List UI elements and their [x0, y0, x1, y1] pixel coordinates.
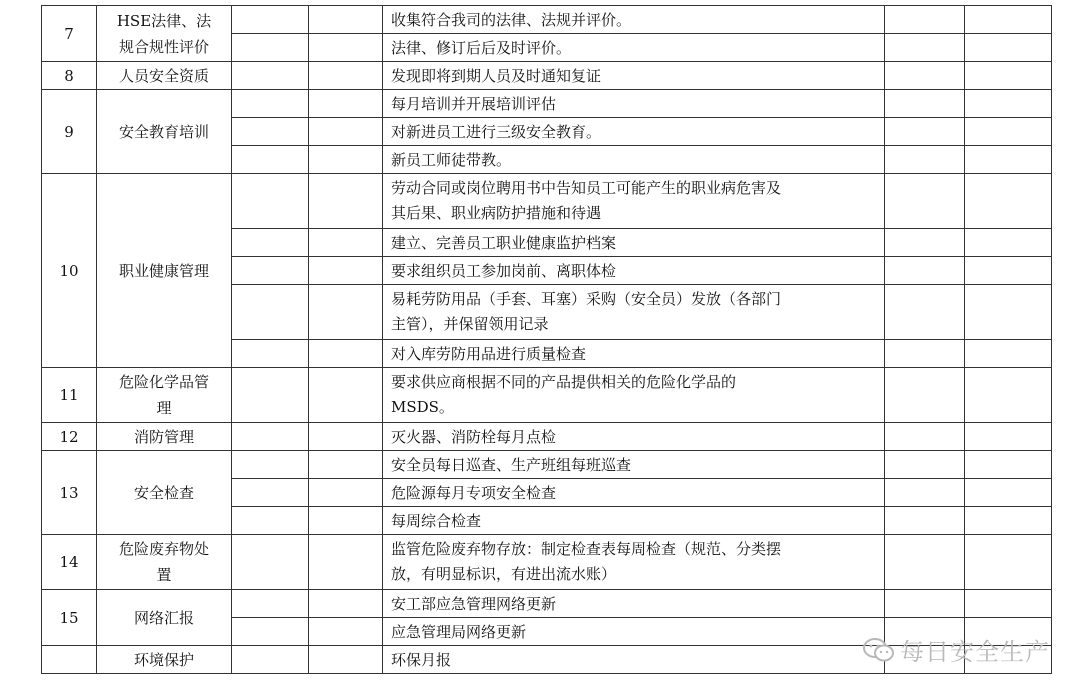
blank-cell-a — [232, 146, 309, 174]
blank-cell-a — [232, 590, 309, 618]
task-content-line: 法律、修订后后及时评价。 — [391, 38, 572, 57]
table-row — [42, 590, 1052, 618]
blank-cell-b — [309, 229, 383, 257]
table-row — [42, 62, 1052, 90]
task-content — [383, 340, 885, 368]
blank-cell-d — [965, 535, 1052, 590]
blank-cell-a — [232, 368, 309, 423]
blank-cell-d — [965, 368, 1052, 423]
blank-cell-c — [885, 423, 965, 451]
item-name-line: 人员安全资质 — [118, 66, 209, 85]
task-content-line: 应急管理局网络更新 — [391, 622, 527, 641]
item-name-line: HSE法律、法 — [116, 11, 212, 30]
item-name — [97, 174, 232, 368]
item-name-line: 危险废弃物处 — [118, 540, 209, 558]
blank-cell-c — [885, 229, 965, 257]
task-content-line: 安全员每日巡查、生产班组每班巡查 — [391, 455, 632, 474]
watermark-text: 每日安全生产 — [900, 638, 1050, 666]
blank-cell-c — [885, 62, 965, 90]
task-content-line: 易耗劳防用品（手套、耳塞）采购（安全员）发放（各部门 — [391, 290, 782, 308]
blank-cell-a — [232, 174, 309, 229]
blank-cell-c — [885, 146, 965, 174]
task-content-line: 对新进员工进行三级安全教育。 — [391, 122, 602, 141]
blank-cell-c — [885, 590, 965, 618]
blank-cell-c — [885, 34, 965, 62]
item-name — [97, 590, 232, 646]
task-content-line: 劳动合同或岗位聘用书中告知员工可能产生的职业病危害及 — [391, 179, 782, 197]
blank-cell-a — [232, 646, 309, 674]
blank-cell-d — [965, 479, 1052, 507]
task-content — [383, 285, 885, 340]
item-name — [97, 368, 232, 423]
blank-cell-b — [309, 590, 383, 618]
blank-cell-a — [232, 62, 309, 90]
blank-cell-d — [965, 507, 1052, 535]
item-name-line: 安全检查 — [133, 483, 194, 502]
blank-cell-a — [232, 285, 309, 340]
safety-task-table — [41, 5, 1052, 674]
row-number: 9 — [42, 90, 97, 174]
blank-cell-a — [232, 451, 309, 479]
wechat-icon — [862, 637, 896, 663]
blank-cell-b — [309, 6, 383, 34]
row-number: 7 — [42, 6, 97, 62]
item-name-line: 危险化学品管 — [118, 373, 209, 391]
blank-cell-b — [309, 618, 383, 646]
blank-cell-c — [885, 340, 965, 368]
task-content — [383, 590, 885, 618]
task-content-line: 要求供应商根据不同的产品提供相关的危险化学品的 — [391, 373, 737, 391]
item-name — [97, 451, 232, 535]
row-number: 12 — [42, 423, 97, 451]
blank-cell-b — [309, 90, 383, 118]
blank-cell-a — [232, 535, 309, 590]
table-row — [42, 6, 1052, 34]
blank-cell-b — [309, 257, 383, 285]
table-row — [42, 423, 1052, 451]
task-content — [383, 146, 885, 174]
task-content — [383, 229, 885, 257]
task-content-line: 危险源每月专项安全检查 — [391, 483, 557, 502]
task-content-line: 对入库劳防用品进行质量检查 — [391, 344, 587, 363]
task-content-line: 放，有明显标识，有进出流水账） — [391, 565, 617, 583]
task-content-line: 新员工师徒带教。 — [391, 150, 512, 169]
table-row — [42, 174, 1052, 229]
blank-cell-c — [885, 118, 965, 146]
blank-cell-b — [309, 423, 383, 451]
blank-cell-c — [885, 535, 965, 590]
blank-cell-a — [232, 6, 309, 34]
blank-cell-d — [965, 229, 1052, 257]
task-content-line: 发现即将到期人员及时通知复证 — [391, 66, 602, 85]
blank-cell-d — [965, 451, 1052, 479]
task-content — [383, 479, 885, 507]
blank-cell-c — [885, 174, 965, 229]
blank-cell-a — [232, 257, 309, 285]
row-number — [42, 646, 97, 674]
blank-cell-d — [965, 423, 1052, 451]
item-name-line: 职业健康管理 — [118, 261, 209, 280]
task-content-line: 安工部应急管理网络更新 — [391, 594, 557, 613]
item-name-line: 消防管理 — [133, 427, 194, 446]
blank-cell-c — [885, 479, 965, 507]
blank-cell-d — [965, 340, 1052, 368]
task-content — [383, 507, 885, 535]
task-content — [383, 618, 885, 646]
task-content-line: 灭火器、消防栓每月点检 — [391, 427, 557, 446]
task-content-line: 其后果、职业病防护措施和待遇 — [391, 204, 602, 222]
blank-cell-c — [885, 90, 965, 118]
blank-cell-b — [309, 451, 383, 479]
blank-cell-c — [885, 285, 965, 340]
task-content — [383, 423, 885, 451]
blank-cell-d — [965, 146, 1052, 174]
item-name-line: 理 — [156, 399, 172, 417]
item-name-line: 网络汇报 — [133, 608, 194, 627]
blank-cell-a — [232, 34, 309, 62]
blank-cell-c — [885, 6, 965, 34]
item-name-line: 环境保护 — [133, 650, 194, 669]
blank-cell-a — [232, 340, 309, 368]
table-row — [42, 90, 1052, 118]
task-content — [383, 118, 885, 146]
item-name-line: 规合规性评价 — [118, 37, 209, 56]
blank-cell-d — [965, 34, 1052, 62]
task-content-line: 监管危险废弃物存放：制定检查表每周检查（规范、分类摆 — [391, 540, 782, 558]
blank-cell-b — [309, 174, 383, 229]
task-content — [383, 34, 885, 62]
row-number: 14 — [42, 535, 97, 590]
item-name-line: 置 — [156, 566, 172, 584]
item-name — [97, 535, 232, 590]
task-content-line: 每月培训并开展培训评估 — [391, 94, 557, 113]
task-content-line: 要求组织员工参加岗前、离职体检 — [391, 261, 617, 280]
blank-cell-c — [885, 257, 965, 285]
blank-cell-c — [885, 507, 965, 535]
blank-cell-d — [965, 6, 1052, 34]
item-name — [97, 90, 232, 174]
task-content-line: 每周综合检查 — [391, 511, 482, 530]
row-number: 13 — [42, 451, 97, 535]
blank-cell-c — [885, 451, 965, 479]
blank-cell-a — [232, 479, 309, 507]
task-content-line: 环保月报 — [391, 650, 452, 669]
blank-cell-a — [232, 229, 309, 257]
item-name — [97, 423, 232, 451]
blank-cell-b — [309, 34, 383, 62]
task-content-line: 建立、完善员工职业健康监护档案 — [391, 233, 617, 252]
blank-cell-c — [885, 368, 965, 423]
blank-cell-d — [965, 90, 1052, 118]
blank-cell-d — [965, 174, 1052, 229]
blank-cell-d — [965, 590, 1052, 618]
item-name-line: 安全教育培训 — [118, 122, 209, 141]
table-row — [42, 451, 1052, 479]
task-content — [383, 368, 885, 423]
row-number: 10 — [42, 174, 97, 368]
blank-cell-b — [309, 368, 383, 423]
task-content — [383, 62, 885, 90]
blank-cell-d — [965, 285, 1052, 340]
blank-cell-b — [309, 535, 383, 590]
task-content-line: 主管），并保留领用记录 — [391, 315, 549, 333]
blank-cell-b — [309, 646, 383, 674]
item-name — [97, 62, 232, 90]
task-content — [383, 257, 885, 285]
task-content — [383, 174, 885, 229]
task-content — [383, 646, 885, 674]
row-number: 15 — [42, 590, 97, 646]
blank-cell-d — [965, 62, 1052, 90]
blank-cell-b — [309, 146, 383, 174]
blank-cell-b — [309, 62, 383, 90]
blank-cell-b — [309, 340, 383, 368]
blank-cell-a — [232, 618, 309, 646]
task-content — [383, 451, 885, 479]
blank-cell-a — [232, 507, 309, 535]
task-content-line: MSDS。 — [391, 398, 454, 416]
task-content — [383, 90, 885, 118]
blank-cell-d — [965, 118, 1052, 146]
row-number: 11 — [42, 368, 97, 423]
blank-cell-b — [309, 285, 383, 340]
watermark — [862, 632, 1050, 667]
task-content — [383, 6, 885, 34]
blank-cell-a — [232, 90, 309, 118]
table-row — [42, 368, 1052, 423]
item-name — [97, 646, 232, 674]
blank-cell-b — [309, 479, 383, 507]
blank-cell-a — [232, 118, 309, 146]
table-row — [42, 535, 1052, 590]
blank-cell-a — [232, 423, 309, 451]
blank-cell-b — [309, 118, 383, 146]
blank-cell-b — [309, 507, 383, 535]
blank-cell-d — [965, 257, 1052, 285]
task-content-line: 收集符合我司的法律、法规并评价。 — [391, 10, 632, 29]
task-content — [383, 535, 885, 590]
row-number: 8 — [42, 62, 97, 90]
item-name — [97, 6, 232, 62]
